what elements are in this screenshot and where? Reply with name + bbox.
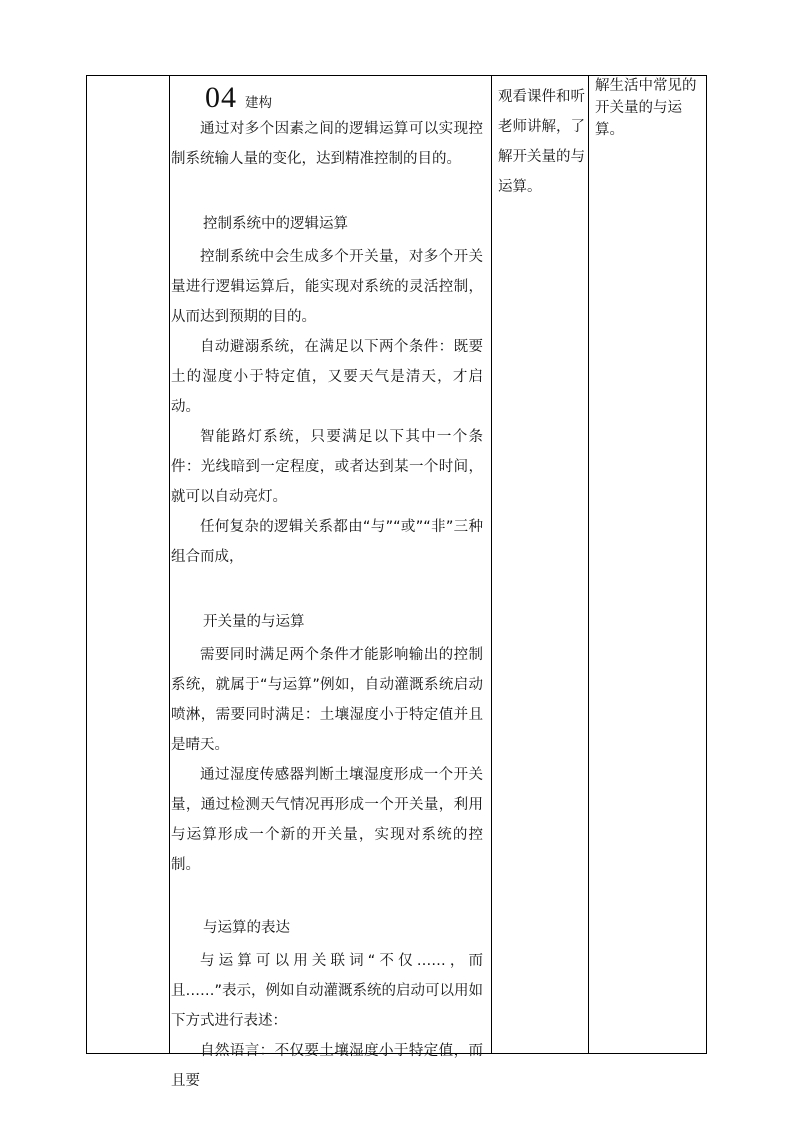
logic-paragraph-1: 控制系统中会生成多个开关量，对多个开关量进行逻辑运算后，能实现对系统的灵活控制，从而达到预期的目的。	[171, 249, 483, 325]
design-intent-cell	[595, 75, 707, 141]
expression-paragraph-2: 自然语言：不仅要土壤湿度小于特定值，而且要	[171, 1043, 483, 1089]
section-number: 04	[205, 81, 237, 114]
logic-paragraph-2: 自动避溺系统，在满足以下两个条件：既要土的湿度小于特定值，又要天气是清天，才启动。	[171, 339, 483, 415]
spacer	[171, 880, 483, 912]
student-activity-text: 观看课件和听老师讲解，了解开关量的与运算。	[498, 89, 585, 195]
and-paragraph-1: 需要同时满足两个条件才能影响输出的控制系统，就属于“与运算”例如，自动灌溉系统启动喷淋，需要同时满足：土壤湿度小于特定值并且是晴天。	[171, 647, 483, 753]
section-title: 建构	[245, 95, 272, 111]
logic-paragraph-3: 智能路灯系统，只要满足以下其中一个条件：光线暗到一定程度，或者达到某一个时间，就可以自动亮灯。	[171, 429, 483, 505]
logic-paragraph-4: 任何复杂的逻辑关系都由“与”“或”“非”三种组合而成，	[171, 519, 483, 565]
and-expression-heading: 与运算的表达	[203, 920, 290, 936]
and-operation-heading: 开关量的与运算	[203, 614, 305, 630]
spacer	[171, 174, 483, 206]
spacer	[171, 572, 483, 604]
logic-operation-heading: 控制系统中的逻辑运算	[203, 216, 348, 232]
section-header	[171, 82, 483, 114]
column-divider-3	[588, 76, 589, 1053]
column-divider-2	[491, 76, 492, 1053]
lesson-table	[86, 75, 707, 1089]
student-activity-cell	[498, 82, 588, 202]
design-intent-text: 解生活中常见的开关量的与运算。	[595, 78, 697, 138]
column-divider-1	[169, 76, 170, 1053]
expression-paragraph-1: 与运算可以用关联词“不仅……，而且……”表示，例如自动灌溉系统的启动可以用如下方式进行表述：	[171, 953, 484, 1029]
teaching-content-cell	[171, 82, 483, 1096]
intro-paragraph: 通过对多个因素之间的逻辑运算可以实现控制系统输人量的变化，达到精准控制的目的。	[171, 121, 483, 167]
and-paragraph-2: 通过湿度传感器判断土壤湿度形成一个开关量，通过检测天气情况再形成一个开关量，利用与运算形成一个新的开关量，实现对系统的控制。	[171, 767, 483, 873]
